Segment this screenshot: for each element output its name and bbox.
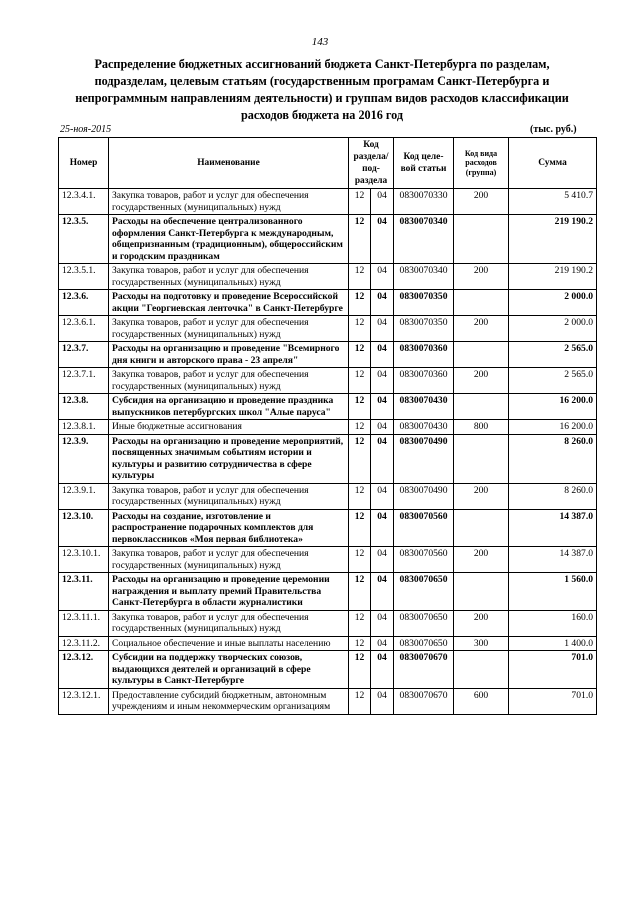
row-sum: 1 400.0 xyxy=(509,636,597,651)
document-title: Распределение бюджетных ассигнований бюджета Санкт-Петербурга по разделам, подразделам, целевым статьям (государственным програмам Санкт-Петербурга и непрограммным направлениям деятельности) и группам видов расходов классификации расходов бюджета на 2016 год xyxy=(75,57,569,122)
row-sum: 219 190.2 xyxy=(509,264,597,290)
row-sum: 5 410.7 xyxy=(509,189,597,215)
row-sum: 2 000.0 xyxy=(509,290,597,316)
row-group: 200 xyxy=(454,547,509,573)
row-name: Расходы на создание, изготовление и распространение подарочных комплектов для первоклассников «Моя первая библиотека» xyxy=(109,509,349,547)
row-target: 0830070360 xyxy=(394,368,454,394)
row-name: Субсидии на поддержку творческих союзов, выдающихся деятелей и организаций в сфере культуры в Санкт-Петербурге xyxy=(109,651,349,689)
row-target: 0830070430 xyxy=(394,394,454,420)
row-target: 0830070340 xyxy=(394,264,454,290)
row-subsection: 04 xyxy=(371,547,394,573)
table-row xyxy=(59,547,597,573)
row-number: 12.3.4.1. xyxy=(59,189,109,215)
header-name: Наименование xyxy=(109,138,349,189)
row-group: 200 xyxy=(454,189,509,215)
row-sum: 2 000.0 xyxy=(509,316,597,342)
row-section: 12 xyxy=(349,189,371,215)
row-sum: 2 565.0 xyxy=(509,368,597,394)
table-row xyxy=(59,394,597,420)
table-row xyxy=(59,264,597,290)
row-subsection: 04 xyxy=(371,264,394,290)
row-subsection: 04 xyxy=(371,610,394,636)
row-group: 300 xyxy=(454,636,509,651)
row-subsection: 04 xyxy=(371,636,394,651)
table-row xyxy=(59,368,597,394)
row-name: Расходы на обеспечение централизованного оформления Санкт-Петербурга к международным, общепризнанным (традиционным), общероссийским и городским праздникам xyxy=(109,215,349,264)
row-number: 12.3.11.2. xyxy=(59,636,109,651)
table-row xyxy=(59,610,597,636)
row-target: 0830070350 xyxy=(394,316,454,342)
row-group xyxy=(454,509,509,547)
row-section: 12 xyxy=(349,264,371,290)
row-name: Закупка товаров, работ и услуг для обеспечения государственных (муниципальных) нужд xyxy=(109,189,349,215)
header-section: Код раздела/ под-раздела xyxy=(349,138,394,189)
row-section: 12 xyxy=(349,316,371,342)
row-target: 0830070350 xyxy=(394,290,454,316)
row-subsection: 04 xyxy=(371,483,394,509)
row-subsection: 04 xyxy=(371,688,394,714)
row-group xyxy=(454,434,509,483)
header-group: Код вида расходов (группа) xyxy=(454,138,509,189)
row-target: 0830070360 xyxy=(394,342,454,368)
row-name: Закупка товаров, работ и услуг для обеспечения государственных (муниципальных) нужд xyxy=(109,483,349,509)
table-row xyxy=(59,342,597,368)
table-row xyxy=(59,573,597,611)
row-section: 12 xyxy=(349,368,371,394)
row-subsection: 04 xyxy=(371,368,394,394)
header-number: Номер xyxy=(59,138,109,189)
table-row xyxy=(59,215,597,264)
row-number: 12.3.5.1. xyxy=(59,264,109,290)
row-subsection: 04 xyxy=(371,651,394,689)
row-section: 12 xyxy=(349,290,371,316)
page-number: 143 xyxy=(311,36,329,48)
row-sum: 219 190.2 xyxy=(509,215,597,264)
row-section: 12 xyxy=(349,434,371,483)
row-section: 12 xyxy=(349,547,371,573)
row-number: 12.3.6. xyxy=(59,290,109,316)
row-number: 12.3.6.1. xyxy=(59,316,109,342)
row-target: 0830070650 xyxy=(394,636,454,651)
row-name: Расходы на организацию и проведение церемонии награждения и выплату премий Правительства Санкт-Петербурга в области журналистики xyxy=(109,573,349,611)
row-group: 600 xyxy=(454,688,509,714)
row-sum: 701.0 xyxy=(509,688,597,714)
table-row xyxy=(59,688,597,714)
row-name: Иные бюджетные ассигнования xyxy=(109,420,349,435)
row-target: 0830070670 xyxy=(394,688,454,714)
row-sum: 160.0 xyxy=(509,610,597,636)
header-sum: Сумма xyxy=(509,138,597,189)
table-row xyxy=(59,509,597,547)
row-name: Закупка товаров, работ и услуг для обеспечения государственных (муниципальных) нужд xyxy=(109,316,349,342)
row-name: Расходы на организацию и проведение мероприятий, посвященных значимым событиям истории и культуры и развитию сотрудничества в сфере культуры xyxy=(109,434,349,483)
row-section: 12 xyxy=(349,394,371,420)
row-target: 0830070560 xyxy=(394,509,454,547)
row-number: 12.3.11.1. xyxy=(59,610,109,636)
row-section: 12 xyxy=(349,636,371,651)
table-header-row xyxy=(59,138,597,189)
row-section: 12 xyxy=(349,688,371,714)
row-sum: 8 260.0 xyxy=(509,483,597,509)
row-sum: 2 565.0 xyxy=(509,342,597,368)
row-target: 0830070340 xyxy=(394,215,454,264)
row-subsection: 04 xyxy=(371,509,394,547)
row-section: 12 xyxy=(349,483,371,509)
row-section: 12 xyxy=(349,509,371,547)
row-subsection: 04 xyxy=(371,215,394,264)
row-name: Закупка товаров, работ и услуг для обеспечения государственных (муниципальных) нужд xyxy=(109,547,349,573)
row-section: 12 xyxy=(349,215,371,264)
row-group xyxy=(454,290,509,316)
row-sum: 701.0 xyxy=(509,651,597,689)
row-sum: 1 560.0 xyxy=(509,573,597,611)
row-subsection: 04 xyxy=(371,290,394,316)
units-label: (тыс. руб.) xyxy=(530,124,577,135)
budget-table xyxy=(58,137,597,715)
row-target: 0830070330 xyxy=(394,189,454,215)
row-name: Закупка товаров, работ и услуг для обеспечения государственных (муниципальных) нужд xyxy=(109,368,349,394)
row-name: Субсидия на организацию и проведение праздника выпускников петербургских школ "Алые паруса" xyxy=(109,394,349,420)
row-subsection: 04 xyxy=(371,434,394,483)
row-name: Предоставление субсидий бюджетным, автономным учреждениям и иным некоммерческим организациям xyxy=(109,688,349,714)
table-row xyxy=(59,189,597,215)
row-name: Социальное обеспечение и иные выплаты населению xyxy=(109,636,349,651)
row-number: 12.3.8. xyxy=(59,394,109,420)
row-sum: 16 200.0 xyxy=(509,420,597,435)
row-subsection: 04 xyxy=(371,394,394,420)
row-group xyxy=(454,394,509,420)
row-section: 12 xyxy=(349,420,371,435)
row-number: 12.3.10.1. xyxy=(59,547,109,573)
table-row xyxy=(59,483,597,509)
row-name: Расходы на подготовку и проведение Всероссийской акции "Георгиевская ленточка" в Санкт-Петербурге xyxy=(109,290,349,316)
row-sum: 16 200.0 xyxy=(509,394,597,420)
row-number: 12.3.10. xyxy=(59,509,109,547)
row-sum: 8 260.0 xyxy=(509,434,597,483)
row-target: 0830070670 xyxy=(394,651,454,689)
row-name: Закупка товаров, работ и услуг для обеспечения государственных (муниципальных) нужд xyxy=(109,610,349,636)
row-group: 200 xyxy=(454,483,509,509)
row-sum: 14 387.0 xyxy=(509,547,597,573)
row-number: 12.3.8.1. xyxy=(59,420,109,435)
table-row xyxy=(59,651,597,689)
row-subsection: 04 xyxy=(371,316,394,342)
row-target: 0830070650 xyxy=(394,573,454,611)
row-subsection: 04 xyxy=(371,573,394,611)
row-group: 800 xyxy=(454,420,509,435)
row-group xyxy=(454,651,509,689)
row-section: 12 xyxy=(349,573,371,611)
row-section: 12 xyxy=(349,651,371,689)
row-group: 200 xyxy=(454,610,509,636)
row-name: Расходы на организацию и проведение "Всемирного дня книги и авторского права - 23 апреля" xyxy=(109,342,349,368)
row-section: 12 xyxy=(349,342,371,368)
row-target: 0830070490 xyxy=(394,434,454,483)
row-name: Закупка товаров, работ и услуг для обеспечения государственных (муниципальных) нужд xyxy=(109,264,349,290)
row-section: 12 xyxy=(349,610,371,636)
row-number: 12.3.7.1. xyxy=(59,368,109,394)
table-row xyxy=(59,636,597,651)
row-group: 200 xyxy=(454,368,509,394)
row-target: 0830070430 xyxy=(394,420,454,435)
row-number: 12.3.12.1. xyxy=(59,688,109,714)
row-target: 0830070490 xyxy=(394,483,454,509)
row-target: 0830070560 xyxy=(394,547,454,573)
row-number: 12.3.11. xyxy=(59,573,109,611)
table-row xyxy=(59,290,597,316)
table-row xyxy=(59,420,597,435)
row-subsection: 04 xyxy=(371,342,394,368)
row-number: 12.3.12. xyxy=(59,651,109,689)
document-date: 25-ноя-2015 xyxy=(60,124,112,135)
row-number: 12.3.5. xyxy=(59,215,109,264)
row-subsection: 04 xyxy=(371,420,394,435)
row-number: 12.3.9. xyxy=(59,434,109,483)
row-group xyxy=(454,342,509,368)
row-target: 0830070650 xyxy=(394,610,454,636)
header-target: Код целе-вой статьи xyxy=(394,138,454,189)
row-sum: 14 387.0 xyxy=(509,509,597,547)
row-group xyxy=(454,215,509,264)
table-row xyxy=(59,316,597,342)
row-group: 200 xyxy=(454,316,509,342)
row-number: 12.3.9.1. xyxy=(59,483,109,509)
table-row xyxy=(59,434,597,483)
row-group xyxy=(454,573,509,611)
row-number: 12.3.7. xyxy=(59,342,109,368)
row-subsection: 04 xyxy=(371,189,394,215)
row-group: 200 xyxy=(454,264,509,290)
